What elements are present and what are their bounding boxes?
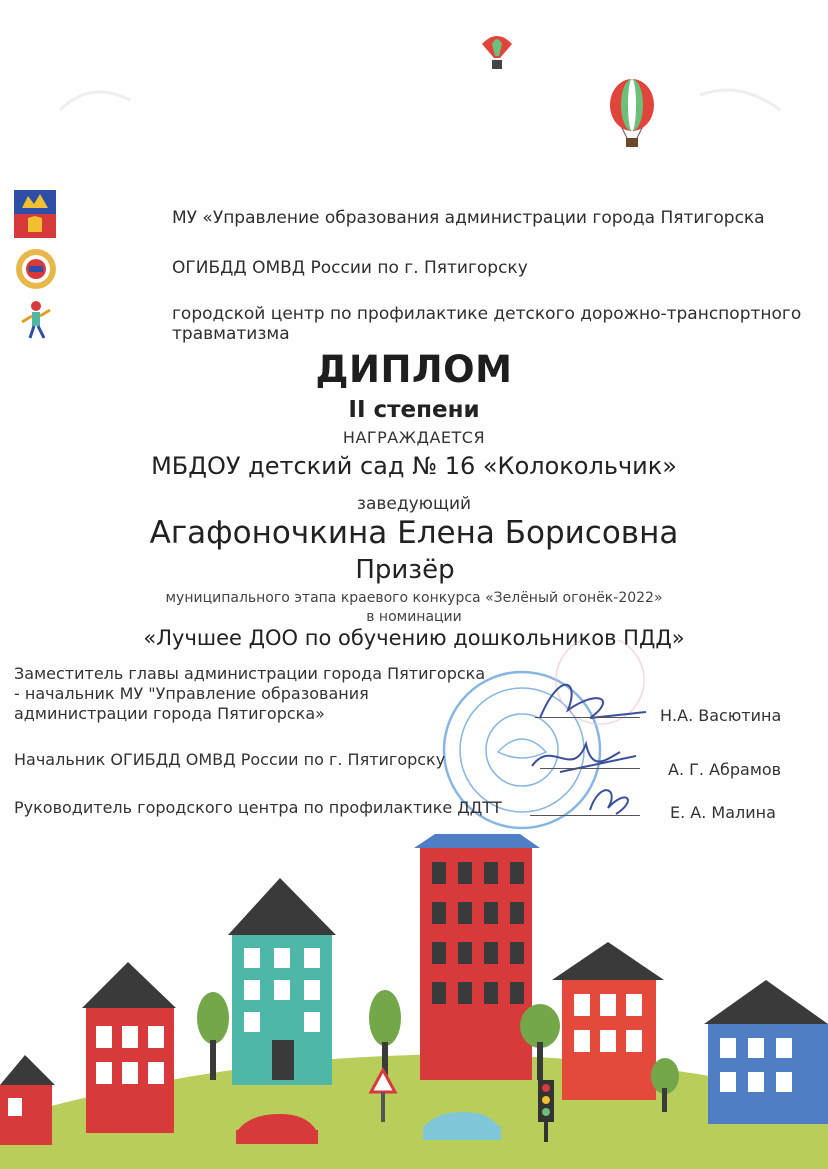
organizer-prevention-center: городской центр по профилактике детского дорожно-транспортного травматизма	[172, 304, 802, 344]
teal-house	[228, 878, 336, 1085]
organizer-traffic-police: ОГИБДД ОМВД России по г. Пятигорску	[172, 258, 528, 278]
signature-line-3	[530, 815, 640, 816]
tall-red-building	[414, 834, 540, 1080]
signatory-1-line-3: администрации города Пятигорска»	[14, 704, 325, 723]
police-emblem-icon	[14, 247, 58, 291]
nomination-title: «Лучшее ДОО по обучению дошкольников ПДД»	[143, 626, 685, 650]
contest-stage: муниципального этапа краевого конкурса «Зелёный огонёк-2022»	[165, 590, 663, 606]
traffic-mascot-icon	[16, 298, 56, 344]
handwritten-signature-malina	[590, 790, 628, 814]
handwritten-signature-vasyutina	[540, 685, 646, 718]
signature-line-2	[540, 768, 640, 769]
town-illustration	[0, 830, 828, 1169]
signatory-2-name: А. Г. Абрамов	[668, 760, 782, 779]
faint-cloud-icon	[700, 90, 780, 110]
signatory-3-title: Руководитель городского центра по профилактике ДДТТ	[14, 798, 502, 817]
signatory-1-line-1: Заместитель главы администрации города Пятигорска	[14, 664, 486, 683]
signatory-3-name: Е. А. Малина	[670, 803, 776, 822]
signature-line-1	[535, 717, 640, 718]
nomination-intro: в номинации	[366, 609, 462, 625]
red-house-left-edge	[0, 1055, 55, 1145]
small-balloon-icon	[482, 36, 512, 69]
orange-red-house	[552, 942, 664, 1100]
award-result: Призёр	[355, 555, 455, 585]
awarded-label: НАГРАЖДАЕТСЯ	[342, 428, 486, 447]
hot-air-balloon-icon	[610, 79, 654, 147]
recipient-name: Агафоночкина Елена Борисовна	[149, 515, 679, 551]
signatory-1-name: Н.А. Васютина	[660, 706, 782, 725]
awarded-organization: МБДОУ детский сад № 16 «Колокольчик»	[151, 452, 677, 480]
tree-left	[197, 992, 229, 1080]
recipient-position: заведующий	[356, 494, 472, 514]
header-decoration	[0, 0, 828, 150]
blue-house	[704, 980, 828, 1124]
signatory-1-line-2: - начальник МУ "Управление образования	[14, 684, 369, 703]
red-house	[82, 962, 176, 1133]
city-coat-of-arms-icon	[12, 188, 58, 240]
signatory-2-title: Начальник ОГИБДД ОМВД России по г. Пятигорску	[14, 750, 446, 769]
signatory-1-title	[14, 664, 485, 724]
faint-cloud-icon	[60, 92, 130, 110]
diploma-title: ДИПЛОМ	[315, 348, 513, 391]
organizer-education-department: МУ «Управление образования администрации города Пятигорска	[172, 208, 765, 228]
diploma-degree: II степени	[348, 397, 480, 423]
